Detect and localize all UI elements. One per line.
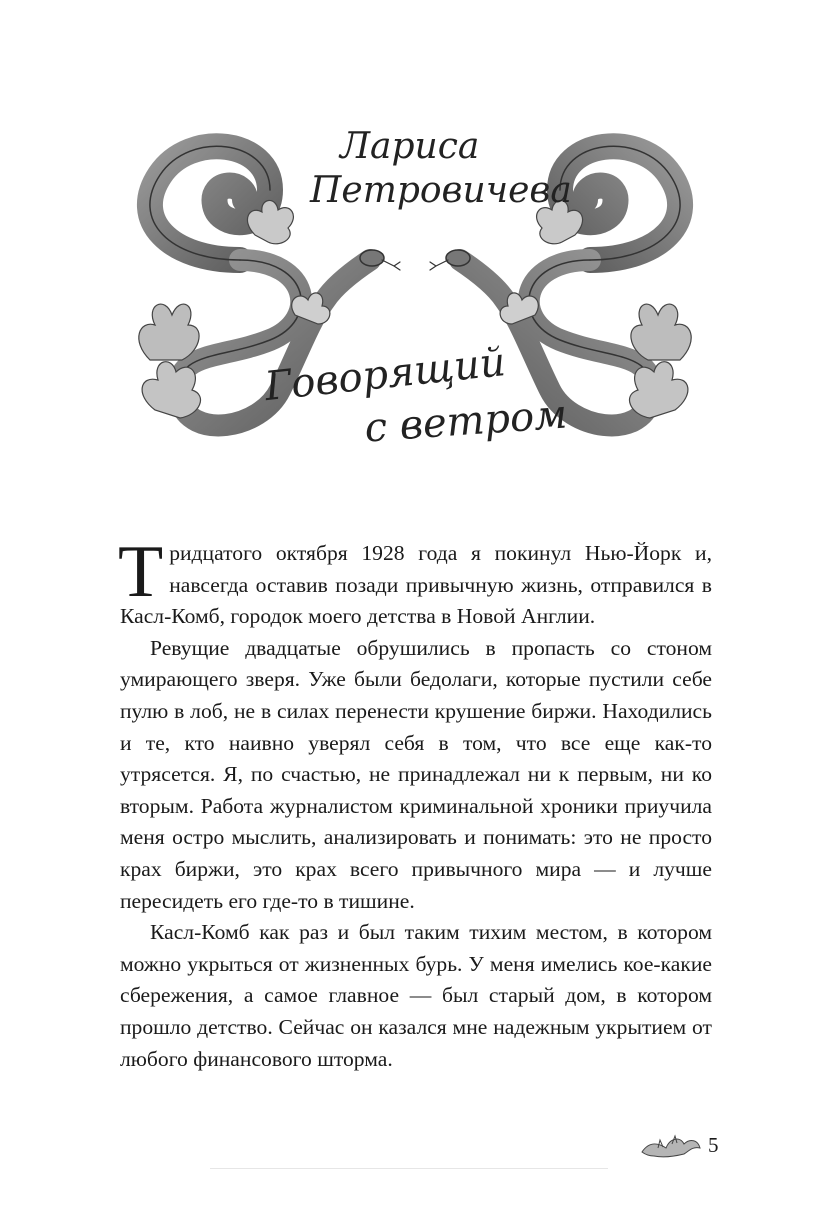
page-number: 5 [708,1133,719,1157]
book-title-line2: с ветром [363,391,569,452]
book-title-line1: Говорящий [262,339,508,411]
footer-divider [210,1168,608,1169]
paragraph-1-text: ридцатого октября 1928 года я покинул Нью-Йорк и, навсегда оставив позади привычную жизнь, отправился в Касл-Комб, городок моего детства в Новой Англии. [120,541,712,629]
author-first-name: Лариса [340,126,480,167]
chapter-body [118,531,712,1075]
small-dragon-ornament-icon [640,1130,702,1160]
twin-serpents-ornament-icon [110,110,720,460]
paragraph-2: Ревущие двадцатые обрушились в пропасть со стоном умирающего зверя. Уже были бедолаги, которые пустили себе пулю в лоб, не в силах перенести крушение биржи. Находились и те, кто наивно уверял себя в том, что все еще как-то утрясется. Я, по счастью, не принадлежал ни к первым, ни ко вторым. Работа журналистом криминальной хроники приучила меня остро мыслить, анализировать и понимать: это не просто крах биржи, это крах всего привычного мира — и лучше пересидеть его где-то в тишине. [120,635,712,913]
chapter-header-illustration [110,110,720,460]
paragraph-3: Касл-Комб как раз и был таким тихим местом, в котором можно укрыться от жизненных бурь. У меня имелись кое-какие сбережения, а самое главное — был старый дом, в котором прошло детство. Сейчас он казался мне надежным укрытием от любого финансового шторма. [120,920,712,1071]
drop-cap: Т [118,531,164,613]
author-last-name: Петровичева [310,170,572,211]
paragraph-1 [118,531,712,633]
